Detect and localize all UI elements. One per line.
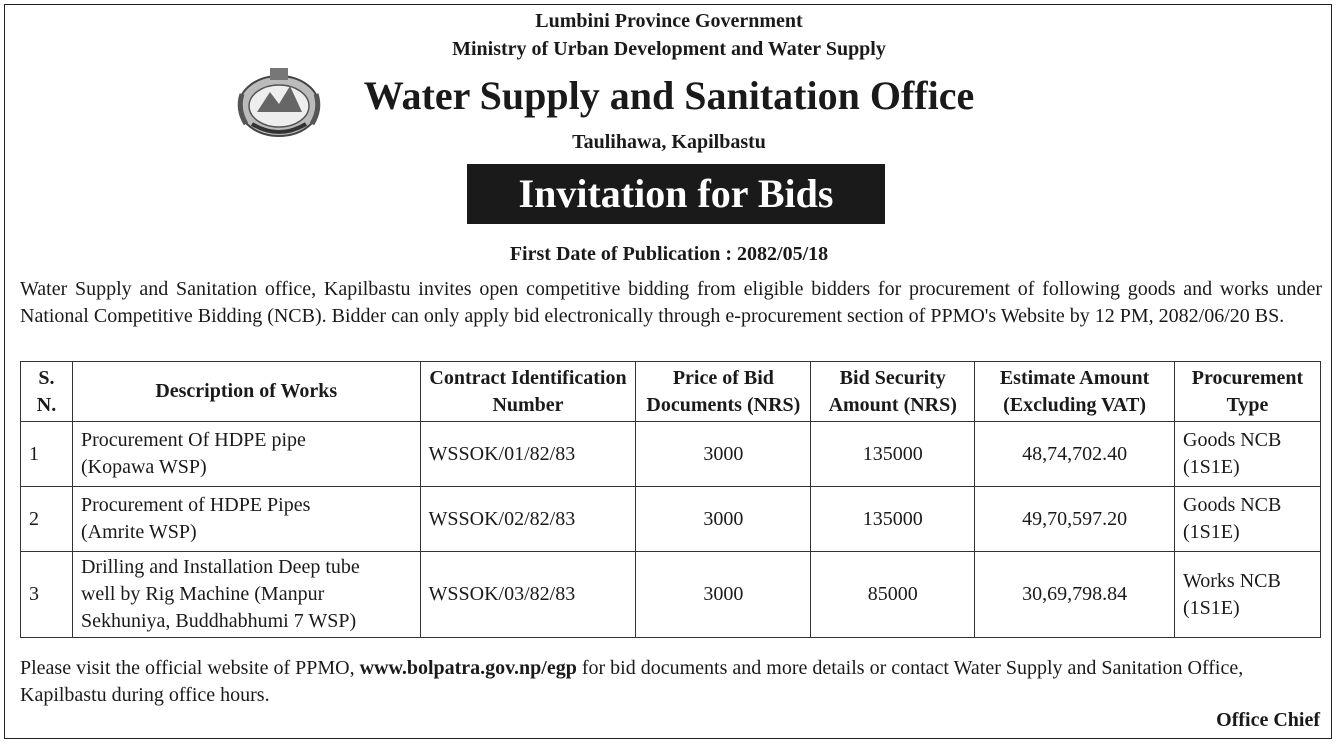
table-row (21, 487, 1321, 552)
table-row (21, 422, 1321, 487)
publication-date: First Date of Publication : 2082/05/18 (509, 243, 829, 265)
footer-text-pre: Please visit the official website of PPMO, (20, 657, 360, 679)
table-header-row (21, 362, 1321, 422)
cell-estimate: 30,69,798.84 (975, 552, 1175, 638)
cell-price: 3000 (636, 552, 811, 638)
header-sn: S. N. (21, 362, 73, 422)
cell-type: Goods NCB (1S1E) (1175, 422, 1321, 487)
cell-sn: 2 (21, 487, 73, 552)
header-security: Bid Security Amount (NRS) (811, 362, 975, 422)
cell-price: 3000 (636, 487, 811, 552)
footer-paragraph (20, 655, 1322, 709)
notice-title: Invitation for Bids (467, 164, 885, 224)
cell-security: 85000 (811, 552, 975, 638)
header-contract-id: Contract Identification Number (420, 362, 636, 422)
office-chief-signoff: Office Chief (1216, 709, 1320, 731)
cell-sn: 1 (21, 422, 73, 487)
cell-estimate: 49,70,597.20 (975, 487, 1175, 552)
office-location: Taulihawa, Kapilbastu (572, 131, 766, 153)
bids-table (20, 361, 1321, 638)
ministry-name: Ministry of Urban Development and Water Supply (452, 38, 886, 60)
cell-estimate: 48,74,702.40 (975, 422, 1175, 487)
header-description: Description of Works (72, 362, 420, 422)
province-government: Lumbini Province Government (535, 10, 803, 32)
cell-type: Goods NCB (1S1E) (1175, 487, 1321, 552)
intro-paragraph: Water Supply and Sanitation office, Kapilbastu invites open competitive bidding from eligible bidders for procurement of following goods and works under National Competitive Bidding (NCB). Bidder can only apply bid electronically through e-procurement section of PPMO's Website by 12 PM, 2082/06/20 BS. (20, 278, 1322, 327)
cell-sn: 3 (21, 552, 73, 638)
table-row (21, 552, 1321, 638)
header-price: Price of Bid Documents (NRS) (636, 362, 811, 422)
cell-description: Procurement Of HDPE pipe (Kopawa WSP) (72, 422, 420, 487)
cell-security: 135000 (811, 487, 975, 552)
cell-description: Procurement of HDPE Pipes (Amrite WSP) (72, 487, 420, 552)
cell-type: Works NCB (1S1E) (1175, 552, 1321, 638)
header-type: Procurement Type (1175, 362, 1321, 422)
cell-contract-id: WSSOK/02/82/83 (420, 487, 636, 552)
cell-security: 135000 (811, 422, 975, 487)
cell-price: 3000 (636, 422, 811, 487)
cell-description: Drilling and Installation Deep tube well by Rig Machine (Manpur Sekhuniya, Buddhabhumi 7 WSP) (72, 552, 420, 638)
office-name: Water Supply and Sanitation Office (363, 73, 975, 118)
cell-contract-id: WSSOK/01/82/83 (420, 422, 636, 487)
footer-text-post: for bid documents and more details or contact Water Supply and Sanitation Office, Kapilbastu during office hours. (20, 657, 1244, 706)
cell-contract-id: WSSOK/03/82/83 (420, 552, 636, 638)
ppmo-link[interactable]: www.bolpatra.gov.np/egp (359, 657, 577, 679)
header-estimate: Estimate Amount (Excluding VAT) (975, 362, 1175, 422)
